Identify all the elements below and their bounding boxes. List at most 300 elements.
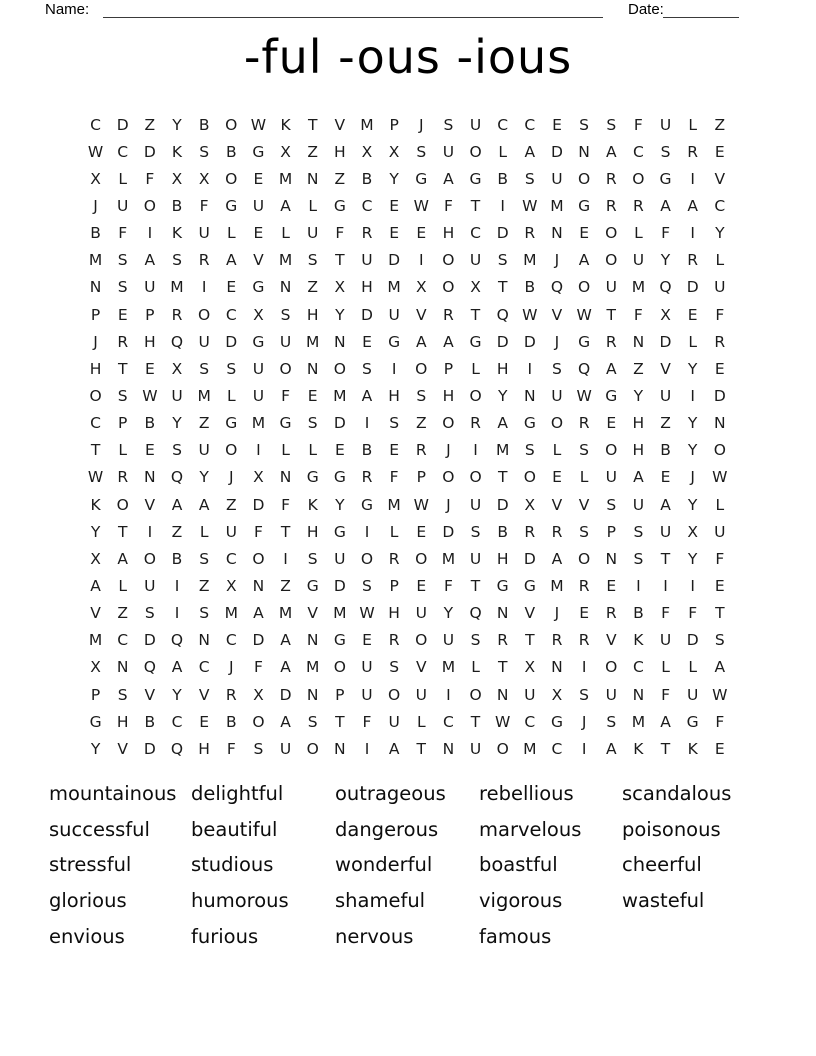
grid-letter: U xyxy=(469,549,482,568)
grid-letter: Q xyxy=(170,332,184,351)
grid-letter: V xyxy=(415,305,427,324)
grid-letter: V xyxy=(253,251,264,270)
grid-letter: B xyxy=(660,441,671,460)
grid-letter: X xyxy=(171,359,183,378)
grid-letter: H xyxy=(306,522,319,541)
grid-letter: O xyxy=(578,169,591,188)
grid-letter: F xyxy=(715,549,725,568)
grid-letter: N xyxy=(551,224,563,243)
grid-letter: A xyxy=(198,495,210,514)
grid-letter: R xyxy=(714,332,726,351)
word-item: nervous xyxy=(335,924,414,948)
grid-letter: J xyxy=(690,468,695,487)
grid-letter: Y xyxy=(172,685,182,704)
grid-letter: I xyxy=(147,224,153,243)
grid-letter: S xyxy=(633,549,644,568)
grid-letter: S xyxy=(606,115,617,134)
grid-letter: M xyxy=(550,196,564,215)
grid-letter: Z xyxy=(144,115,156,134)
grid-letter: R xyxy=(524,224,536,243)
grid-letter: B xyxy=(144,414,156,433)
grid-letter: L xyxy=(118,441,128,460)
grid-letter: Q xyxy=(469,604,482,623)
grid-letter: S xyxy=(199,604,210,623)
grid-letter: B xyxy=(171,549,183,568)
grid-letter: W xyxy=(522,196,538,215)
grid-letter: G xyxy=(306,576,319,595)
grid-letter: C xyxy=(524,115,536,134)
word-item: delightful xyxy=(191,782,284,805)
grid-letter: M xyxy=(495,441,510,460)
grid-letter: S xyxy=(552,359,562,378)
grid-letter: H xyxy=(632,414,645,433)
grid-letter: Q xyxy=(170,631,184,650)
grid-letter: D xyxy=(279,685,292,704)
grid-letter: U xyxy=(659,631,672,650)
grid-letter: S xyxy=(362,359,372,378)
grid-letter: F xyxy=(443,196,453,215)
grid-letter: O xyxy=(388,685,401,704)
word-list-column xyxy=(49,776,191,955)
grid-letter: T xyxy=(660,549,671,568)
grid-letter: Z xyxy=(714,115,726,134)
grid-letter: Z xyxy=(660,414,671,433)
grid-letter: S xyxy=(389,414,400,433)
grid-letter: G xyxy=(578,332,591,351)
grid-letter: S xyxy=(362,576,372,595)
grid-letter: R xyxy=(687,251,699,270)
grid-letter: A xyxy=(605,142,617,161)
grid-letter: G xyxy=(523,576,536,595)
grid-letter: F xyxy=(633,115,643,134)
grid-letter: K xyxy=(280,115,291,134)
grid-letter: Y xyxy=(443,604,454,623)
grid-letter: P xyxy=(389,576,399,595)
grid-letter: L xyxy=(308,196,318,215)
grid-letter: F xyxy=(688,604,698,623)
grid-letter: C xyxy=(90,115,101,134)
grid-letter: L xyxy=(281,441,290,460)
grid-letter: E xyxy=(389,224,400,243)
grid-letter: S xyxy=(579,441,590,460)
grid-letter: C xyxy=(225,631,237,650)
grid-letter: E xyxy=(416,522,427,541)
grid-letter: G xyxy=(469,169,482,188)
grid-letter: V xyxy=(660,359,671,378)
grid-letter: K xyxy=(90,495,101,514)
grid-letter: R xyxy=(605,332,617,351)
grid-letter: J xyxy=(554,251,560,270)
grid-letter: V xyxy=(551,305,563,324)
grid-letter: M xyxy=(441,658,456,677)
grid-letter: A xyxy=(280,658,291,677)
grid-letter: S xyxy=(280,305,291,324)
grid-letter: U xyxy=(632,495,645,514)
grid-letter: T xyxy=(497,278,508,297)
grid-letter: X xyxy=(253,685,264,704)
grid-letter: D xyxy=(361,305,373,324)
grid-letter: Z xyxy=(334,169,346,188)
grid-letter: H xyxy=(334,142,346,161)
grid-letter: H xyxy=(116,712,129,731)
grid-letter: I xyxy=(391,359,397,378)
grid-letter: T xyxy=(660,739,671,758)
grid-letter: D xyxy=(496,332,509,351)
grid-letter: T xyxy=(117,359,128,378)
grid-letter: I xyxy=(364,522,370,541)
grid-letter: T xyxy=(470,196,481,215)
word-list xyxy=(49,776,792,955)
word-item: cheerful xyxy=(622,853,702,877)
grid-letter: M xyxy=(387,495,401,514)
grid-letter: U xyxy=(714,522,726,541)
grid-letter: S xyxy=(443,115,454,134)
grid-letter: L xyxy=(118,576,128,595)
grid-letter: N xyxy=(116,658,129,677)
grid-letter: E xyxy=(579,604,589,623)
grid-letter: A xyxy=(660,196,671,215)
grid-letter: G xyxy=(496,576,509,595)
letter-grid xyxy=(82,111,733,762)
grid-letter: S xyxy=(633,522,644,541)
grid-letter: U xyxy=(659,386,672,405)
grid-letter: R xyxy=(117,332,129,351)
grid-letter: Y xyxy=(687,414,698,433)
grid-letter: S xyxy=(172,441,182,460)
grid-letter: B xyxy=(524,278,536,297)
grid-letter: A xyxy=(117,549,129,568)
grid-letter: A xyxy=(171,658,183,677)
grid-letter: X xyxy=(253,305,264,324)
grid-letter: W xyxy=(495,712,511,731)
grid-letter: T xyxy=(335,251,345,270)
grid-letter: W xyxy=(413,495,429,514)
grid-letter: N xyxy=(279,468,292,487)
grid-letter: N xyxy=(279,278,292,297)
grid-letter: U xyxy=(605,278,617,297)
grid-letter: S xyxy=(579,685,590,704)
grid-letter: T xyxy=(470,576,481,595)
grid-letter: A xyxy=(171,495,183,514)
grid-letter: R xyxy=(605,604,617,623)
grid-letter: C xyxy=(90,414,101,433)
grid-letter: D xyxy=(116,115,129,134)
grid-letter: E xyxy=(579,224,589,243)
grid-letter: A xyxy=(280,712,291,731)
grid-letter: R xyxy=(551,631,563,650)
grid-letter: I xyxy=(690,224,695,243)
grid-letter: Q xyxy=(143,658,156,677)
grid-letter: O xyxy=(578,278,591,297)
grid-letter: W xyxy=(576,305,592,324)
grid-letter: T xyxy=(497,658,508,677)
grid-letter: R xyxy=(470,414,481,433)
grid-letter: G xyxy=(333,468,346,487)
grid-letter: U xyxy=(442,631,455,650)
grid-letter: G xyxy=(252,142,265,161)
grid-letter: N xyxy=(306,169,319,188)
grid-letter: U xyxy=(469,115,482,134)
grid-letter: N xyxy=(334,332,346,351)
grid-letter: A xyxy=(415,332,427,351)
grid-letter: X xyxy=(551,685,563,704)
grid-letter: N xyxy=(605,549,618,568)
grid-letter: F xyxy=(661,604,670,623)
word-item: shameful xyxy=(335,889,426,913)
grid-letter: S xyxy=(579,115,590,134)
grid-letter: L xyxy=(688,115,697,134)
grid-letter: U xyxy=(198,224,210,243)
grid-letter: F xyxy=(281,386,291,405)
grid-letter: X xyxy=(470,278,481,297)
grid-letter: X xyxy=(90,549,101,568)
grid-letter: A xyxy=(443,169,454,188)
grid-letter: U xyxy=(198,441,210,460)
grid-letter: M xyxy=(197,386,211,405)
grid-letter: U xyxy=(279,739,292,758)
grid-letter: C xyxy=(442,712,454,731)
grid-letter: N xyxy=(306,685,319,704)
grid-letter: G xyxy=(659,169,672,188)
grid-letter: E xyxy=(226,278,237,297)
grid-letter: D xyxy=(388,251,401,270)
grid-letter: R xyxy=(388,631,400,650)
grid-letter: S xyxy=(470,631,481,650)
grid-letter: P xyxy=(90,305,101,324)
grid-letter: B xyxy=(144,712,156,731)
grid-letter: U xyxy=(171,386,183,405)
grid-letter: O xyxy=(605,658,618,677)
grid-letter: S xyxy=(579,522,590,541)
grid-letter: Y xyxy=(90,739,101,758)
grid-letter: G xyxy=(469,332,482,351)
grid-letter: F xyxy=(226,739,236,758)
grid-letter: G xyxy=(578,196,591,215)
grid-letter: M xyxy=(278,251,293,270)
grid-letter: U xyxy=(252,359,265,378)
grid-letter: T xyxy=(280,522,291,541)
grid-letter: S xyxy=(226,359,237,378)
grid-letter: C xyxy=(225,305,237,324)
grid-letter: K xyxy=(171,142,183,161)
grid-letter: O xyxy=(333,658,346,677)
grid-letter: B xyxy=(633,604,644,623)
grid-letter: C xyxy=(171,712,183,731)
grid-letter: T xyxy=(525,631,535,650)
grid-letter: Z xyxy=(171,522,183,541)
grid-letter: G xyxy=(333,631,346,650)
grid-letter: O xyxy=(496,739,509,758)
grid-letter: O xyxy=(279,359,292,378)
grid-letter: J xyxy=(554,604,560,623)
grid-letter: L xyxy=(661,658,670,677)
grid-letter: S xyxy=(416,142,427,161)
grid-letter: A xyxy=(687,196,698,215)
grid-letter: G xyxy=(225,414,238,433)
grid-letter: V xyxy=(90,604,101,623)
grid-letter: S xyxy=(172,251,182,270)
grid-letter: O xyxy=(632,169,645,188)
grid-letter: M xyxy=(550,576,564,595)
grid-letter: M xyxy=(387,278,401,297)
grid-letter: G xyxy=(225,196,238,215)
grid-letter: D xyxy=(442,522,455,541)
grid-letter: L xyxy=(416,712,426,731)
grid-letter: E xyxy=(253,224,264,243)
grid-letter: Z xyxy=(307,142,318,161)
grid-letter: A xyxy=(144,251,156,270)
grid-letter: O xyxy=(578,549,591,568)
grid-letter: H xyxy=(198,739,210,758)
grid-letter: N xyxy=(442,739,455,758)
grid-letter: U xyxy=(225,522,237,541)
grid-letter: Q xyxy=(550,278,564,297)
grid-letter: H xyxy=(361,278,373,297)
word-list-column xyxy=(335,776,479,955)
grid-letter: R xyxy=(497,631,509,650)
grid-letter: X xyxy=(90,658,101,677)
grid-letter: O xyxy=(415,359,428,378)
grid-letter: G xyxy=(333,522,346,541)
grid-letter: O xyxy=(143,549,156,568)
grid-letter: Y xyxy=(687,495,698,514)
grid-letter: S xyxy=(606,495,617,514)
grid-letter: L xyxy=(471,359,480,378)
grid-letter: I xyxy=(201,278,207,297)
grid-letter: R xyxy=(687,142,699,161)
grid-letter: M xyxy=(88,631,103,650)
grid-letter: X xyxy=(524,495,536,514)
grid-letter: V xyxy=(578,495,590,514)
grid-letter: L xyxy=(118,169,128,188)
grid-letter: A xyxy=(388,739,400,758)
grid-letter: P xyxy=(443,359,454,378)
grid-letter: B xyxy=(361,169,373,188)
grid-letter: T xyxy=(416,739,426,758)
grid-letter: A xyxy=(90,576,101,595)
grid-letter: I xyxy=(690,386,695,405)
grid-letter: F xyxy=(661,685,670,704)
grid-letter: W xyxy=(87,142,104,161)
grid-letter: K xyxy=(171,224,183,243)
grid-letter: M xyxy=(631,278,646,297)
grid-letter: Q xyxy=(578,359,591,378)
word-item: glorious xyxy=(49,889,127,913)
grid-letter: O xyxy=(550,414,564,433)
grid-letter: M xyxy=(360,115,374,134)
grid-letter: Y xyxy=(687,441,698,460)
grid-letter: Y xyxy=(660,251,671,270)
grid-letter: W xyxy=(413,196,429,215)
grid-letter: E xyxy=(362,631,372,650)
grid-letter: O xyxy=(89,386,102,405)
grid-letter: E xyxy=(389,196,400,215)
grid-letter: U xyxy=(415,604,427,623)
grid-letter: B xyxy=(171,196,183,215)
word-item: studious xyxy=(191,853,274,877)
grid-letter: F xyxy=(661,224,670,243)
grid-letter: G xyxy=(252,278,265,297)
grid-letter: C xyxy=(225,549,237,568)
grid-letter: V xyxy=(117,739,129,758)
grid-letter: R xyxy=(361,224,373,243)
grid-letter: U xyxy=(361,658,373,677)
grid-letter: P xyxy=(335,685,345,704)
grid-letter: E xyxy=(362,332,372,351)
grid-letter: K xyxy=(633,739,644,758)
grid-letter: G xyxy=(388,332,401,351)
grid-letter: A xyxy=(361,386,373,405)
word-item: stressful xyxy=(49,853,132,877)
grid-letter: U xyxy=(605,468,617,487)
word-item: rebellious xyxy=(479,782,574,805)
grid-letter: Y xyxy=(687,549,698,568)
word-list-column xyxy=(479,776,622,955)
grid-letter: E xyxy=(687,305,698,324)
grid-letter: N xyxy=(334,739,346,758)
word-item: famous xyxy=(479,924,552,948)
grid-letter: U xyxy=(551,386,563,405)
grid-letter: S xyxy=(524,169,535,188)
grid-letter: H xyxy=(496,359,509,378)
grid-letter: A xyxy=(280,631,291,650)
grid-letter: O xyxy=(225,115,238,134)
grid-letter: V xyxy=(714,169,726,188)
grid-letter: A xyxy=(225,251,237,270)
grid-letter: C xyxy=(632,142,644,161)
grid-letter: C xyxy=(632,658,644,677)
grid-letter: U xyxy=(686,685,699,704)
grid-letter: E xyxy=(416,576,427,595)
grid-letter: S xyxy=(253,739,264,758)
grid-letter: L xyxy=(715,495,725,514)
grid-letter: G xyxy=(306,468,319,487)
grid-letter: O xyxy=(469,685,482,704)
grid-letter: U xyxy=(361,251,373,270)
grid-letter: I xyxy=(581,658,587,677)
grid-letter: R xyxy=(361,468,373,487)
grid-letter: G xyxy=(523,414,536,433)
grid-letter: N xyxy=(89,278,102,297)
grid-letter: X xyxy=(280,142,291,161)
grid-letter: G xyxy=(252,332,265,351)
grid-letter: H xyxy=(89,359,102,378)
grid-letter: M xyxy=(278,169,293,188)
grid-letter: J xyxy=(418,115,424,134)
grid-letter: A xyxy=(497,414,508,433)
grid-letter: J xyxy=(446,495,451,514)
grid-letter: E xyxy=(117,305,128,324)
grid-letter: V xyxy=(144,685,156,704)
grid-letter: U xyxy=(252,386,265,405)
grid-letter: O xyxy=(415,631,428,650)
grid-letter: O xyxy=(713,441,726,460)
word-item: boastful xyxy=(479,853,558,877)
grid-letter: A xyxy=(660,495,671,514)
grid-letter: I xyxy=(418,251,424,270)
grid-letter: E xyxy=(144,359,155,378)
grid-letter: E xyxy=(714,739,725,758)
grid-letter: X xyxy=(253,468,264,487)
grid-letter: W xyxy=(576,386,592,405)
grid-letter: N xyxy=(632,685,645,704)
grid-letter: Y xyxy=(335,495,345,514)
grid-letter: M xyxy=(251,414,266,433)
grid-letter: D xyxy=(659,332,672,351)
grid-letter: L xyxy=(552,441,562,460)
word-item: envious xyxy=(49,924,125,948)
grid-letter: S xyxy=(714,631,725,650)
